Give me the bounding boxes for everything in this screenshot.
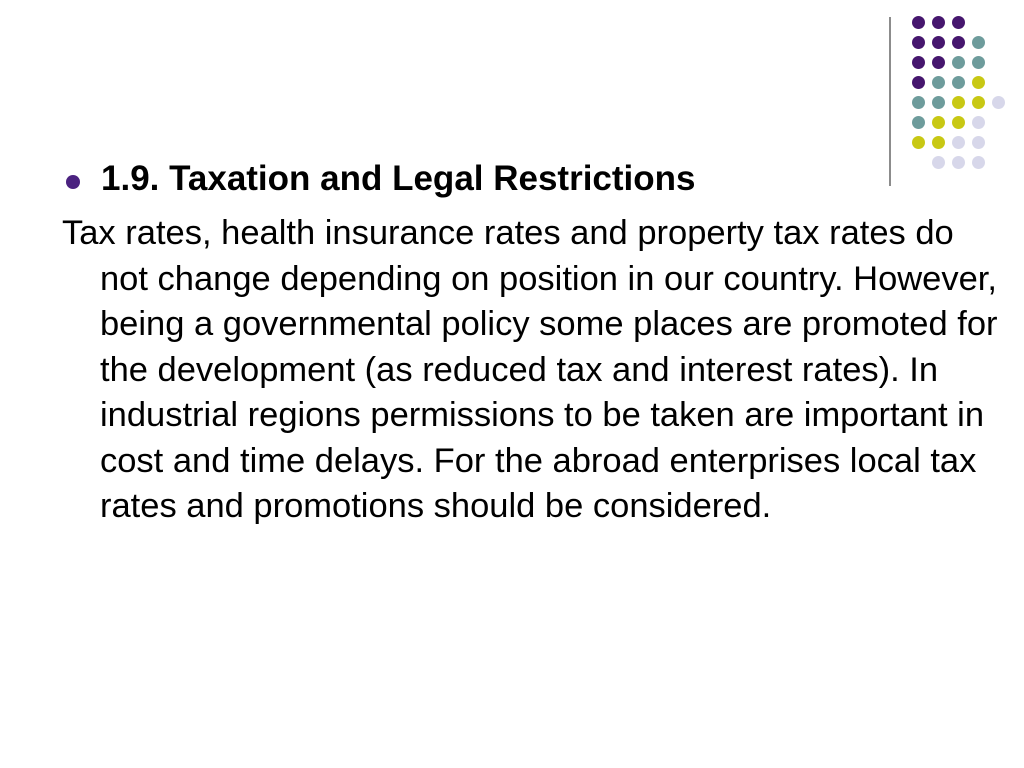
decorative-dot-yellow <box>912 136 925 149</box>
slide-body-text: Tax rates, health insurance rates and property tax rates do not change depending on position in our country. However, being a governmental policy some places are promoted for the development (as reduced tax and interest rates). In industrial regions permissions to be taken are important in cost and time delays. For the abroad enterprises local tax rates and promotions should be considered. <box>62 214 998 525</box>
decorative-dot-purple <box>912 36 925 49</box>
decorative-dot-purple <box>932 36 945 49</box>
decorative-dot-yellow <box>972 76 985 89</box>
heading-bullet-row <box>62 156 882 202</box>
decorative-dot-purple <box>932 56 945 69</box>
decorative-dot-yellow <box>932 136 945 149</box>
decorative-dot-purple <box>912 76 925 89</box>
decorative-dot-lavender <box>972 136 985 149</box>
bullet-icon <box>66 175 80 189</box>
slide-heading: 1.9. Taxation and Legal Restrictions <box>101 159 696 198</box>
decorative-dot-teal <box>952 76 965 89</box>
decorative-dot-purple <box>952 16 965 29</box>
decorative-dot-teal <box>932 96 945 109</box>
decorative-dot-lavender <box>992 96 1005 109</box>
decorative-dot-purple <box>932 16 945 29</box>
decorative-dot-lavender <box>952 136 965 149</box>
decorative-dot-purple <box>912 56 925 69</box>
decorative-dot-yellow <box>932 116 945 129</box>
decorative-dot-yellow <box>952 96 965 109</box>
decorative-dot-teal <box>912 116 925 129</box>
decorative-dot-yellow <box>952 116 965 129</box>
decorative-dot-lavender <box>932 156 945 169</box>
decorative-dot-lavender <box>972 116 985 129</box>
decorative-dot-purple <box>912 16 925 29</box>
decorative-dot-lavender <box>952 156 965 169</box>
decorative-dot-teal <box>952 56 965 69</box>
decorative-dot-teal <box>972 56 985 69</box>
decorative-dot-teal <box>912 96 925 109</box>
decorative-dot-teal <box>932 76 945 89</box>
vertical-divider <box>889 17 891 186</box>
decorative-dot-yellow <box>972 96 985 109</box>
decorative-dot-teal <box>972 36 985 49</box>
decorative-dot-purple <box>952 36 965 49</box>
decorative-dot-lavender <box>972 156 985 169</box>
